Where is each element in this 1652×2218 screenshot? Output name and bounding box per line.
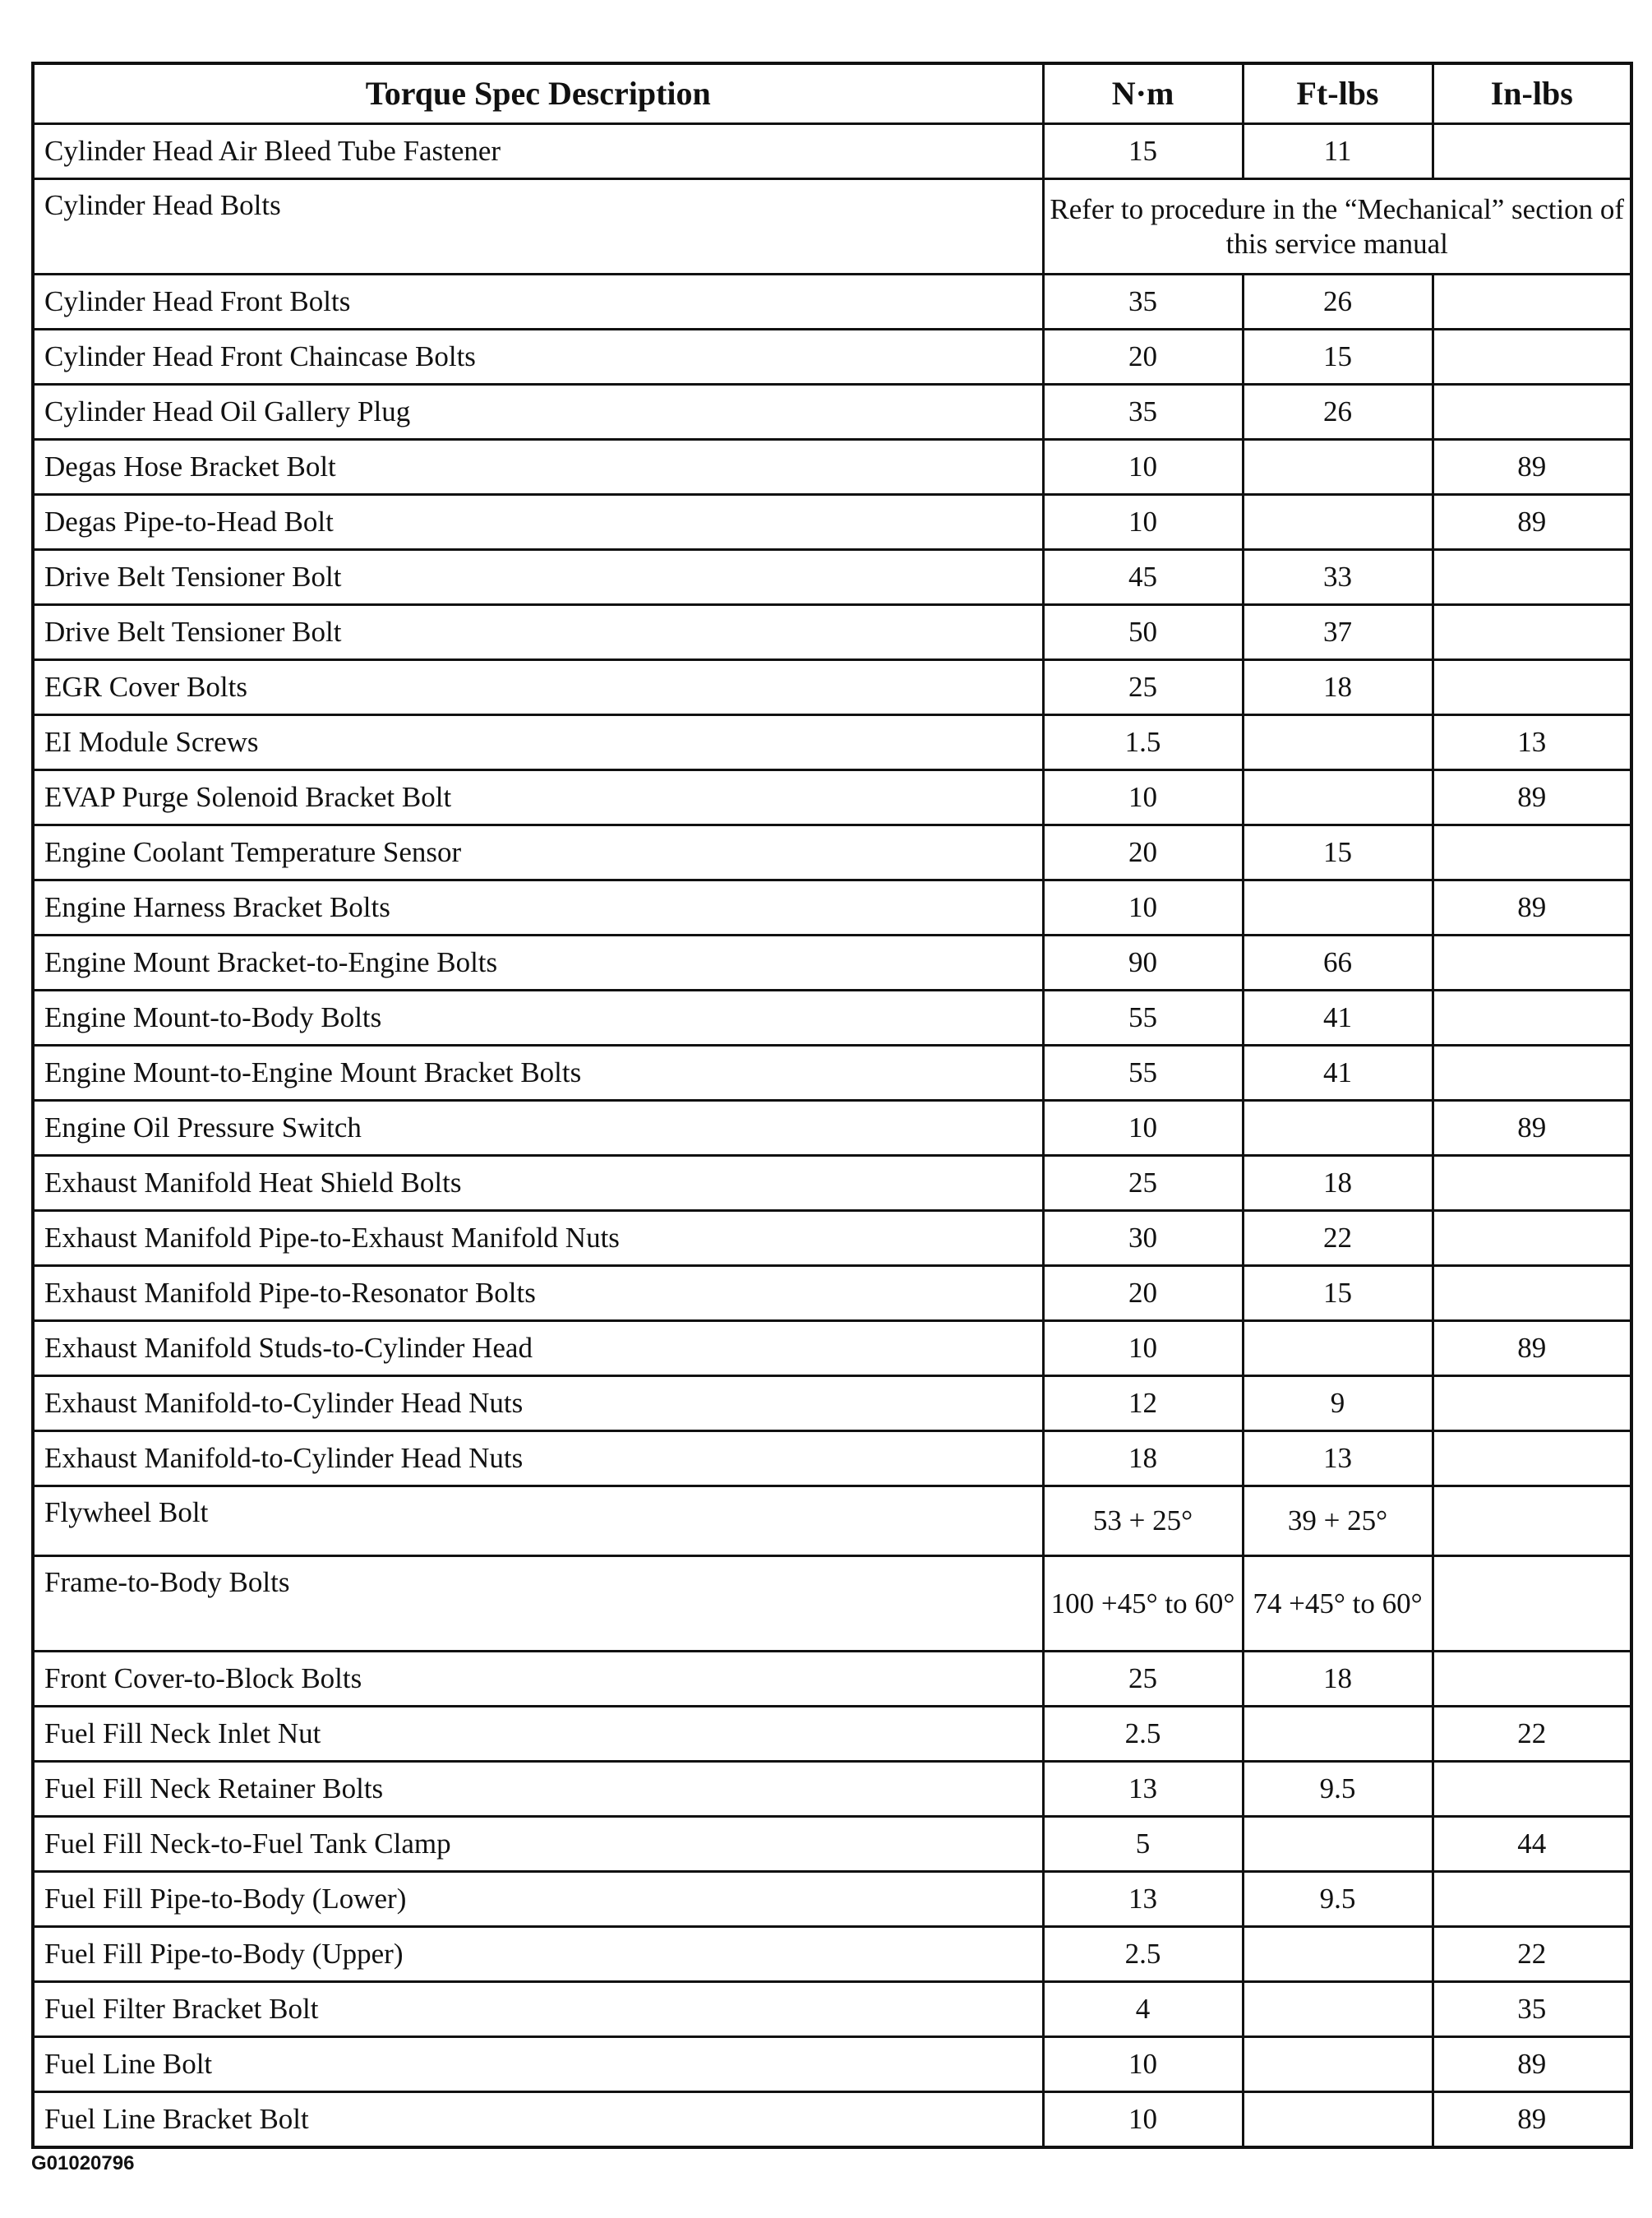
row-description: Exhaust Manifold Heat Shield Bolts: [33, 1156, 1043, 1211]
row-description: Cylinder Head Bolts: [33, 179, 1043, 275]
row-value-nm: 15: [1043, 124, 1243, 179]
table-row: [33, 179, 1631, 275]
row-value-ftlbs: 37: [1243, 605, 1433, 660]
table-row: [33, 880, 1631, 936]
row-description: Exhaust Manifold-to-Cylinder Head Nuts: [33, 1431, 1043, 1486]
row-value-ftlbs: 9: [1243, 1376, 1433, 1431]
row-value-ftlbs: [1243, 1982, 1433, 2037]
table-row: [33, 1872, 1631, 1927]
row-description: Drive Belt Tensioner Bolt: [33, 605, 1043, 660]
row-value-nm: 2.5: [1043, 1927, 1243, 1982]
row-value-ftlbs: 26: [1243, 385, 1433, 440]
row-value-ftlbs: 66: [1243, 936, 1433, 991]
row-value-inlbs: 22: [1433, 1707, 1631, 1762]
row-value-nm: 10: [1043, 1101, 1243, 1156]
table-row: [33, 1101, 1631, 1156]
row-description: Engine Coolant Temperature Sensor: [33, 825, 1043, 880]
row-value-inlbs: [1433, 124, 1631, 179]
row-value-inlbs: 89: [1433, 440, 1631, 495]
row-value-ftlbs: 18: [1243, 1652, 1433, 1707]
row-value-nm: 10: [1043, 440, 1243, 495]
table-row: [33, 715, 1631, 770]
row-value-nm: 45: [1043, 550, 1243, 605]
row-value-inlbs: 89: [1433, 880, 1631, 936]
row-value-inlbs: 89: [1433, 1101, 1631, 1156]
table-row: [33, 330, 1631, 385]
row-description: Engine Mount-to-Body Bolts: [33, 991, 1043, 1046]
row-description: Drive Belt Tensioner Bolt: [33, 550, 1043, 605]
table-row: [33, 385, 1631, 440]
row-description: Engine Mount-to-Engine Mount Bracket Bolts: [33, 1046, 1043, 1101]
table-row: [33, 1211, 1631, 1266]
row-value-ftlbs: 18: [1243, 1156, 1433, 1211]
row-value-inlbs: [1433, 385, 1631, 440]
table-row: [33, 1762, 1631, 1817]
row-value-inlbs: [1433, 1156, 1631, 1211]
row-value-nm: 10: [1043, 880, 1243, 936]
row-value-inlbs: [1433, 1211, 1631, 1266]
header-nm: N·m: [1043, 63, 1243, 124]
row-description: Cylinder Head Front Chaincase Bolts: [33, 330, 1043, 385]
row-value-nm: 25: [1043, 660, 1243, 715]
row-value-inlbs: [1433, 1266, 1631, 1321]
row-description: Cylinder Head Air Bleed Tube Fastener: [33, 124, 1043, 179]
table-row: [33, 1817, 1631, 1872]
row-value-inlbs: [1433, 660, 1631, 715]
row-value-ftlbs: 9.5: [1243, 1762, 1433, 1817]
row-description: Fuel Fill Pipe-to-Body (Upper): [33, 1927, 1043, 1982]
row-value-nm: 5: [1043, 1817, 1243, 1872]
row-value-nm: 13: [1043, 1872, 1243, 1927]
row-value-nm: 13: [1043, 1762, 1243, 1817]
row-procedure-note: Refer to procedure in the “Mechanical” section of this service manual: [1043, 179, 1631, 275]
row-value-inlbs: [1433, 936, 1631, 991]
row-description: Fuel Line Bolt: [33, 2037, 1043, 2092]
row-value-inlbs: [1433, 1872, 1631, 1927]
row-description: EVAP Purge Solenoid Bracket Bolt: [33, 770, 1043, 825]
row-value-ftlbs: [1243, 1817, 1433, 1872]
row-value-inlbs: [1433, 275, 1631, 330]
header-ftlbs: Ft-lbs: [1243, 63, 1433, 124]
row-value-ftlbs: [1243, 880, 1433, 936]
row-value-ftlbs: [1243, 440, 1433, 495]
row-value-nm: 55: [1043, 991, 1243, 1046]
row-description: Fuel Fill Neck Inlet Nut: [33, 1707, 1043, 1762]
header-row: [33, 63, 1631, 124]
row-value-inlbs: 89: [1433, 770, 1631, 825]
row-value-nm: 4: [1043, 1982, 1243, 2037]
table-row: [33, 495, 1631, 550]
row-description: Engine Harness Bracket Bolts: [33, 880, 1043, 936]
row-description: Fuel Fill Neck-to-Fuel Tank Clamp: [33, 1817, 1043, 1872]
row-value-ftlbs: 41: [1243, 991, 1433, 1046]
table-row: [33, 1486, 1631, 1556]
row-value-nm: 55: [1043, 1046, 1243, 1101]
row-value-ftlbs: 13: [1243, 1431, 1433, 1486]
table-row: [33, 1156, 1631, 1211]
table-row: [33, 124, 1631, 179]
row-value-nm: 20: [1043, 1266, 1243, 1321]
row-value-inlbs: [1433, 991, 1631, 1046]
row-value-ftlbs: 15: [1243, 330, 1433, 385]
table-row: [33, 1982, 1631, 2037]
row-value-nm: 25: [1043, 1156, 1243, 1211]
table-row: [33, 1321, 1631, 1376]
row-value-ftlbs: [1243, 2092, 1433, 2148]
row-value-ftlbs: [1243, 1927, 1433, 1982]
row-value-ftlbs: [1243, 1707, 1433, 1762]
row-value-inlbs: 35: [1433, 1982, 1631, 2037]
table-row: [33, 1652, 1631, 1707]
table-row: [33, 770, 1631, 825]
row-value-inlbs: 44: [1433, 1817, 1631, 1872]
table-row: [33, 2092, 1631, 2148]
row-value-inlbs: 13: [1433, 715, 1631, 770]
row-description: Front Cover-to-Block Bolts: [33, 1652, 1043, 1707]
row-value-ftlbs: 22: [1243, 1211, 1433, 1266]
row-value-inlbs: [1433, 1556, 1631, 1652]
table-row: [33, 1431, 1631, 1486]
row-description: Degas Hose Bracket Bolt: [33, 440, 1043, 495]
table-row: [33, 2037, 1631, 2092]
row-value-nm: 10: [1043, 770, 1243, 825]
table-row: [33, 825, 1631, 880]
row-description: Exhaust Manifold Studs-to-Cylinder Head: [33, 1321, 1043, 1376]
row-description: Fuel Line Bracket Bolt: [33, 2092, 1043, 2148]
row-description: EI Module Screws: [33, 715, 1043, 770]
row-value-inlbs: [1433, 825, 1631, 880]
row-value-ftlbs: [1243, 715, 1433, 770]
row-value-inlbs: [1433, 1652, 1631, 1707]
row-description: Fuel Fill Neck Retainer Bolts: [33, 1762, 1043, 1817]
row-description: EGR Cover Bolts: [33, 660, 1043, 715]
row-value-inlbs: [1433, 550, 1631, 605]
table-body: [33, 124, 1631, 2148]
table-row: [33, 440, 1631, 495]
table-row: [33, 936, 1631, 991]
row-value-nm: 35: [1043, 385, 1243, 440]
row-description: Engine Mount Bracket-to-Engine Bolts: [33, 936, 1043, 991]
row-description: Frame-to-Body Bolts: [33, 1556, 1043, 1652]
row-value-ftlbs: 26: [1243, 275, 1433, 330]
row-value-nm: 10: [1043, 2037, 1243, 2092]
row-value-ftlbs: 11: [1243, 124, 1433, 179]
row-value-inlbs: [1433, 1376, 1631, 1431]
row-value-ftlbs: 18: [1243, 660, 1433, 715]
row-description: Exhaust Manifold-to-Cylinder Head Nuts: [33, 1376, 1043, 1431]
row-description: Engine Oil Pressure Switch: [33, 1101, 1043, 1156]
table-row: [33, 605, 1631, 660]
row-value-inlbs: 89: [1433, 2037, 1631, 2092]
row-value-nm: 100 +45° to 60°: [1043, 1556, 1243, 1652]
row-value-inlbs: [1433, 1046, 1631, 1101]
row-value-nm: 53 + 25°: [1043, 1486, 1243, 1556]
row-value-inlbs: 89: [1433, 2092, 1631, 2148]
row-value-inlbs: [1433, 1431, 1631, 1486]
figure-code: G01020796: [31, 2152, 135, 2174]
row-value-ftlbs: 15: [1243, 825, 1433, 880]
row-value-nm: 1.5: [1043, 715, 1243, 770]
row-value-nm: 10: [1043, 1321, 1243, 1376]
table-row: [33, 1046, 1631, 1101]
row-value-ftlbs: 33: [1243, 550, 1433, 605]
row-value-nm: 35: [1043, 275, 1243, 330]
table-row: [33, 1376, 1631, 1431]
row-value-ftlbs: [1243, 495, 1433, 550]
row-value-ftlbs: 9.5: [1243, 1872, 1433, 1927]
row-description: Flywheel Bolt: [33, 1486, 1043, 1556]
row-value-ftlbs: 41: [1243, 1046, 1433, 1101]
row-value-nm: 12: [1043, 1376, 1243, 1431]
row-value-inlbs: 22: [1433, 1927, 1631, 1982]
row-value-ftlbs: [1243, 1321, 1433, 1376]
row-value-ftlbs: 74 +45° to 60°: [1243, 1556, 1433, 1652]
row-description: Exhaust Manifold Pipe-to-Resonator Bolts: [33, 1266, 1043, 1321]
row-description: Cylinder Head Oil Gallery Plug: [33, 385, 1043, 440]
torque-spec-table: [31, 62, 1633, 2149]
row-description: Fuel Fill Pipe-to-Body (Lower): [33, 1872, 1043, 1927]
row-value-inlbs: [1433, 1762, 1631, 1817]
header-description: Torque Spec Description: [33, 63, 1043, 124]
row-value-nm: 20: [1043, 330, 1243, 385]
row-description: Fuel Filter Bracket Bolt: [33, 1982, 1043, 2037]
table-row: [33, 1556, 1631, 1652]
row-value-nm: 10: [1043, 2092, 1243, 2148]
table-row: [33, 550, 1631, 605]
row-value-nm: 90: [1043, 936, 1243, 991]
row-value-ftlbs: 15: [1243, 1266, 1433, 1321]
table-row: [33, 660, 1631, 715]
table-row: [33, 991, 1631, 1046]
table-header: [33, 63, 1631, 124]
header-inlbs: In-lbs: [1433, 63, 1631, 124]
table-row: [33, 275, 1631, 330]
row-value-inlbs: 89: [1433, 1321, 1631, 1376]
row-value-nm: 20: [1043, 825, 1243, 880]
row-value-nm: 30: [1043, 1211, 1243, 1266]
row-value-inlbs: [1433, 330, 1631, 385]
row-value-nm: 2.5: [1043, 1707, 1243, 1762]
row-value-inlbs: 89: [1433, 495, 1631, 550]
row-value-inlbs: [1433, 605, 1631, 660]
row-value-ftlbs: [1243, 2037, 1433, 2092]
row-description: Degas Pipe-to-Head Bolt: [33, 495, 1043, 550]
table-row: [33, 1707, 1631, 1762]
row-description: Exhaust Manifold Pipe-to-Exhaust Manifold Nuts: [33, 1211, 1043, 1266]
row-value-ftlbs: [1243, 1101, 1433, 1156]
row-value-inlbs: [1433, 1486, 1631, 1556]
row-value-nm: 50: [1043, 605, 1243, 660]
table-row: [33, 1266, 1631, 1321]
row-value-nm: 18: [1043, 1431, 1243, 1486]
row-value-nm: 10: [1043, 495, 1243, 550]
row-description: Cylinder Head Front Bolts: [33, 275, 1043, 330]
row-value-ftlbs: 39 + 25°: [1243, 1486, 1433, 1556]
row-value-ftlbs: [1243, 770, 1433, 825]
row-value-nm: 25: [1043, 1652, 1243, 1707]
table-row: [33, 1927, 1631, 1982]
